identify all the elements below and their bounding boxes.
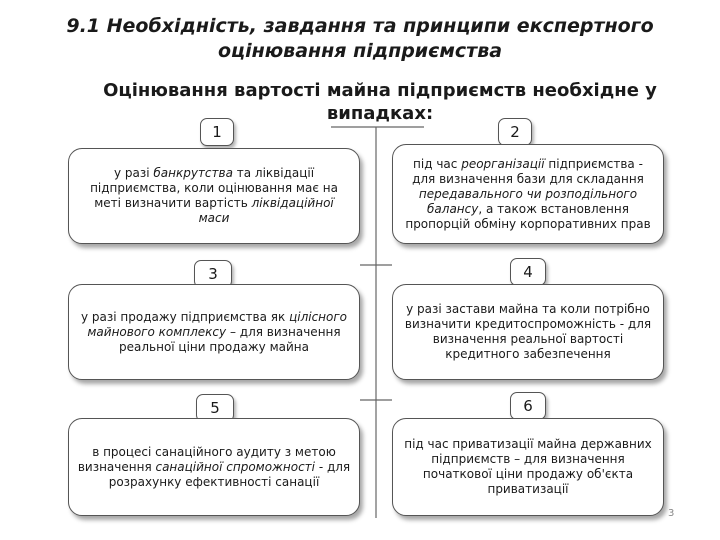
case-text-1: у разі банкрутства та ліквідації підприємства, коли оцінювання має на меті визначити вартість ліквідаційної маси (90, 166, 338, 225)
subtitle-line-1: Оцінювання вартості майна підприємств необхідне у (103, 80, 657, 101)
case-box-4 (392, 284, 664, 380)
case-number-4: 4 (510, 258, 546, 286)
case-box-3 (68, 284, 360, 380)
case-box-5 (68, 418, 360, 516)
case-text-2: під час реорганізації підприємства - для визначення бази для складання передавального чи розподільного балансу, а також встановлення пропорцій обміну корпоративних прав (405, 156, 651, 231)
case-number-5: 5 (196, 394, 234, 422)
case-text-4: у разі застави майна та коли потрібно визначити кредитоспроможність - для визначення реальної вартості кредитного забезпечення (404, 302, 652, 361)
case-text-5: в процесі санаційного аудиту з метою визначення санаційної спроможності - для розрахунку ефективності санації (77, 444, 351, 489)
case-box-6 (392, 418, 664, 516)
page-number: 3 (668, 508, 675, 519)
case-text-3: у разі продажу підприємства як цілісного майнового комплексу – для визначення реальної ціни продажу майна (80, 309, 348, 354)
case-text-6: під час приватизації майна державних підприємств – для визначення початкової ціни продажу об'єкта приватизації (404, 437, 652, 496)
case-number-1: 1 (200, 118, 234, 146)
case-box-1 (68, 148, 360, 244)
case-number-6: 6 (510, 392, 546, 420)
case-number-2: 2 (498, 118, 532, 146)
subtitle-line-2: випадках: (326, 103, 434, 124)
title-line-2: оцінювання підприємства (217, 40, 503, 62)
title-line-1: 9.1 Необхідність, завдання та принципи експертного (66, 15, 654, 37)
case-box-2 (392, 144, 664, 244)
case-number-3: 3 (194, 260, 232, 288)
